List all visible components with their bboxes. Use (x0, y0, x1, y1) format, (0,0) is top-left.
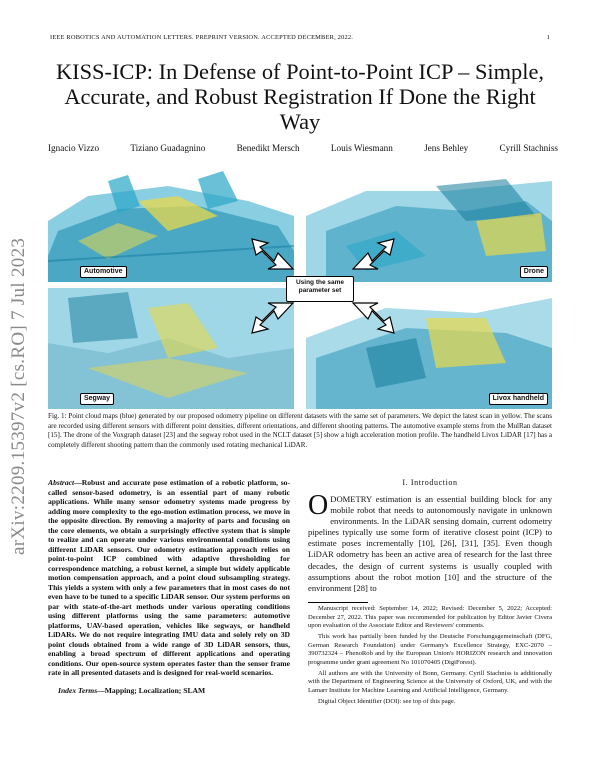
right-column (308, 478, 552, 707)
section-heading: I. Introduction (402, 478, 458, 487)
index-terms (48, 686, 290, 695)
left-column (48, 478, 290, 695)
author: Benedikt Mersch (236, 143, 300, 153)
figure-center-label: Using the same parameter set (286, 276, 354, 302)
author: Cyrill Stachniss (499, 143, 558, 153)
arrow-icon (353, 239, 394, 269)
author: Louis Wiesmann (330, 143, 393, 153)
footnote: Manuscript received: September 14, 2022; Revised: December 5, 2022; Accepted: December 27, 2022. This paper was recommended for publication by Editor Javier Civera upon evaluation of the Associate Editor and Reviewers' comments. (308, 604, 552, 630)
footnote-rule (308, 602, 368, 603)
intro-body: DOMETRY estimation is an essential building block for any mobile robot that needs to autonomously navigate in unknown environments. In the LiDAR sensing domain, current odometry pipelines typically use some form of iterative closest point (ICP) to estimate poses incrementally [10], [26], [31], [35]. Even though LiDAR odometry has been an active area of research for the last three decades, the design of current systems is usually coupled with assumptions about the robot motion [10] and the structure of the environment [28] to (308, 494, 552, 593)
index-terms-text: —Mapping; Localization; SLAM (97, 685, 206, 695)
introduction-text (308, 490, 552, 594)
footnote: This work has partially been funded by the Deutsche Forschungsgemeinschaft (DFG, German Research Foundation) under Germany's Excellence Strategy, EXC-2070 – 390732324 – PhenoRob and by the European Union's HORIZON research and innovation programme under grant agreement No 101070405 (DigiForest). (308, 632, 552, 667)
arxiv-stamp: arXiv:2209.15397v2 [cs.RO] 7 Jul 2023 (8, 237, 29, 555)
panel-label: Livox handheld (489, 393, 548, 405)
index-terms-label: Index Terms (58, 685, 98, 695)
author: Tiziano Guadagnino (130, 143, 206, 153)
abstract-label: Abstract (48, 478, 75, 487)
panel-label: Segway (80, 393, 114, 405)
arrow-icon (252, 239, 293, 269)
author-list (48, 143, 558, 153)
arrow-icon (252, 303, 293, 333)
panel-label: Automotive (80, 266, 127, 278)
arrow-icon (353, 303, 394, 333)
paper-title: KISS-ICP: In Defense of Point-to-Point ICP – Simple, Accurate, and Robust Registration If Done the Right Way (55, 59, 545, 134)
header-text: IEEE ROBOTICS AND AUTOMATION LETTERS. PREPRINT VERSION. ACCEPTED DECEMBER, 2022. (50, 34, 354, 41)
author: Jens Behley (424, 143, 469, 153)
abstract-text: —Robust and accurate pose estimation of a robotic platform, so-called sensor-based odometry, is an essential part of many robotic applications. While many sensor odometry systems made progress by adding more complexity to the ego-motion estimation process, we move in the opposite direction. By removing a majority of parts and focusing on the core elements, we obtain a surprisingly effective system that is simple to realize and can operate under various environmental conditions using different LiDAR sensors. Our odometry estimation approach relies on point-to-point ICP combined with adaptive thresholding for correspondence matching, a robust kernel, a simple but widely applicable motion compensation approach, and a point cloud subsampling strategy. This yields a system with only a few parameters that in most cases do not even have to be tuned to a specific LiDAR sensor. Our system performs on par with state-of-the-art methods under various operating conditions using different platforms using the same parameters: automotive platforms, UAV-based operation, vehicles like segways, or handheld LiDARs. We do not require integrating IMU data and solely rely on 3D point clouds obtained from a wide range of 3D LiDAR sensors, thus, enabling a broad spectrum of different applications and operating conditions. Our open-source system operates faster than the sensor frame rate in all presented datasets and is designed for real-world scenarios. (48, 478, 290, 677)
figure-1 (48, 161, 552, 409)
drop-cap: O (308, 490, 329, 521)
abstract (48, 478, 290, 678)
running-header (50, 34, 550, 41)
figure-caption: Fig. 1: Point cloud maps (blue) generated by our proposed odometry pipeline on different datasets with the same set of parameters. We depict the latest scan in yellow. The scans are recorded using different sensors with different point densities, different orientations, and different shooting patterns. The automotive example stems from the MulRan dataset [15]. The drone of the Voxgraph dataset [23] and the segway robot used in the NCLT dataset [5] show a high acceleration motion profile. The handheld Livox LiDAR [17] has a completely different shooting pattern than the commonly used rotating mechanical LiDAR. (48, 412, 552, 449)
footnote: All authors are with the University of Bonn, Germany. Cyrill Stachniss is additionally with the Department of Engineering Science at the University of Oxford, UK, and with the Lamarr Institute for Machine Learning and Artificial Intelligence, Germany. (308, 669, 552, 695)
panel-label: Drone (520, 266, 548, 278)
page-number: 1 (546, 34, 550, 41)
author: Ignacio Vizzo (48, 143, 100, 153)
footnote: Digital Object Identifier (DOI): see top of this page. (318, 697, 456, 705)
